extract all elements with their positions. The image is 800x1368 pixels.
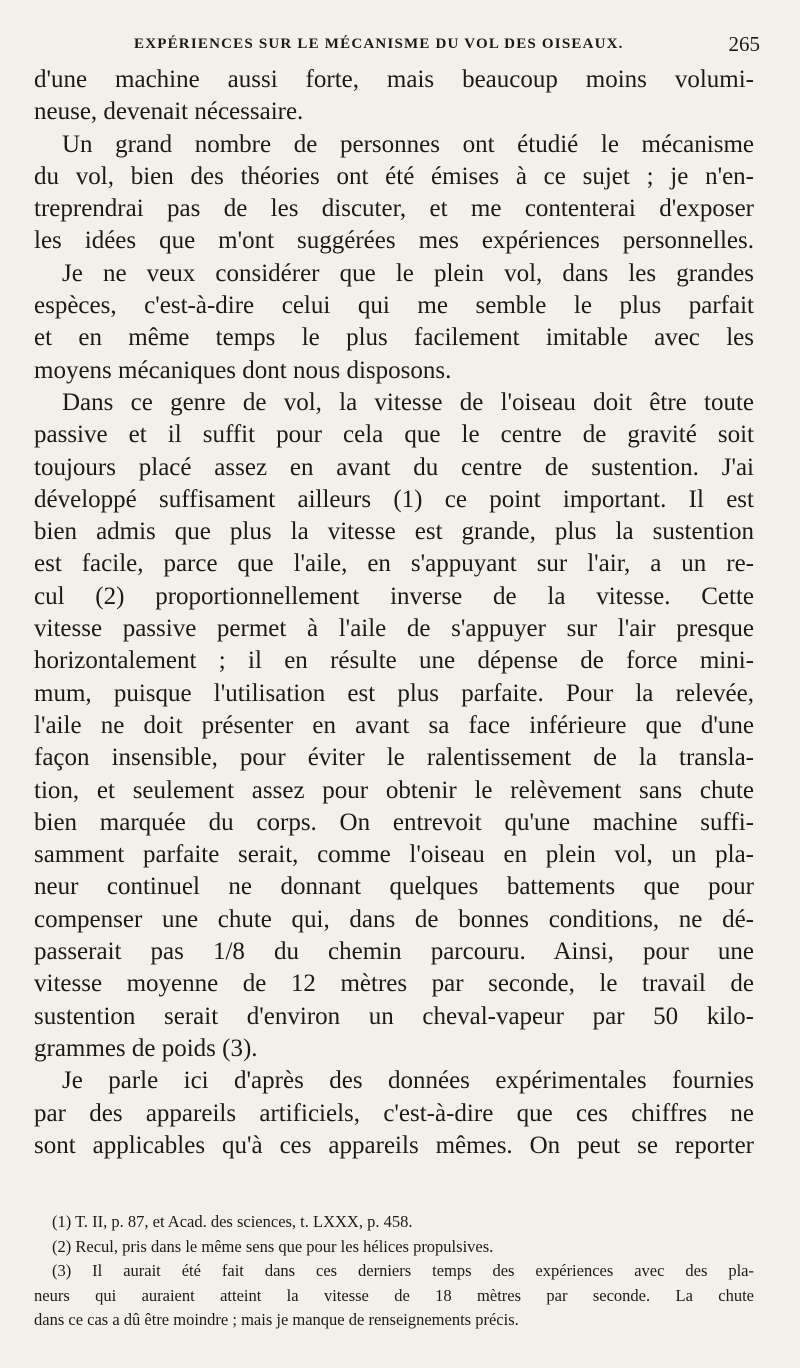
- footnote-line: neurs qui auraient atteint la vitesse de 18 mètres par seconde. La chute: [34, 1285, 754, 1305]
- text-line: l'aile ne doit présenter en avant sa face inférieure que d'une: [34, 711, 754, 739]
- text-line: tion, et seulement assez pour obtenir le relèvement sans chute: [34, 776, 754, 804]
- text-line: Dans ce genre de vol, la vitesse de l'oiseau doit être toute: [62, 388, 754, 416]
- text-line: passive et il suffit pour cela que le centre de gravité soit: [34, 421, 754, 449]
- text-line: du vol, bien des théories ont été émises à ce sujet ; je n'en-: [34, 162, 754, 190]
- text-line: bien admis que plus la vitesse est grande, plus la sustention: [34, 518, 754, 546]
- text-line: sustention serait d'environ un cheval-vapeur par 50 kilo-: [34, 1002, 754, 1030]
- text-line: façon insensible, pour éviter le ralentissement de la transla-: [34, 744, 754, 772]
- text-line: compenser une chute qui, dans de bonnes conditions, ne dé-: [34, 905, 754, 933]
- text-line: développé suffisament ailleurs (1) ce point important. Il est: [34, 485, 754, 513]
- text-line: d'une machine aussi forte, mais beaucoup moins volumi-: [34, 66, 754, 93]
- footnote-line: (2) Recul, pris dans le même sens que pour les hélices propulsives.: [52, 1236, 494, 1256]
- footnote-line: (1) T. II, p. 87, et Acad. des sciences, t. LXXX, p. 458.: [52, 1212, 413, 1231]
- text-line: horizontalement ; il en résulte une dépense de force mini-: [34, 647, 754, 675]
- text-line: neur continuel ne donnant quelques battements que pour: [34, 873, 754, 901]
- body-text: [34, 64, 754, 1162]
- text-line: Je ne veux considérer que le plein vol, dans les grandes: [62, 259, 754, 287]
- text-line: passerait pas 1/8 du chemin parcouru. Ainsi, pour une: [34, 938, 754, 966]
- text-line: par des appareils artificiels, c'est-à-dire que ces chiffres ne: [34, 1099, 754, 1127]
- text-line: mum, puisque l'utilisation est plus parfaite. Pour la relevée,: [34, 679, 754, 707]
- text-line: grammes de poids (3).: [34, 1034, 258, 1062]
- text-line: bien marquée du corps. On entrevoit qu'une machine suffi-: [34, 808, 754, 836]
- running-head: EXPÉRIENCES SUR LE MÉCANISME DU VOL DES OISEAUX.: [134, 36, 624, 52]
- text-line: vitesse passive permet à l'aile de s'appuyer sur l'air presque: [34, 615, 754, 643]
- text-line: samment parfaite serait, comme l'oiseau en plein vol, un pla-: [34, 841, 754, 869]
- text-line: moyens mécaniques dont nous disposons.: [34, 356, 452, 384]
- text-line: toujours placé assez en avant du centre de sustention. J'ai: [34, 453, 754, 481]
- footnotes: [34, 1210, 754, 1333]
- text-line: espèces, c'est-à-dire celui qui me semble le plus parfait: [34, 292, 754, 320]
- text-line: est facile, parce que l'aile, en s'appuyant sur l'air, a un re-: [34, 550, 754, 578]
- text-line: cul (2) proportionnellement inverse de la vitesse. Cette: [34, 582, 754, 610]
- page-number: 265: [728, 32, 760, 56]
- text-line: Je parle ici d'après des données expérimentales fournies: [62, 1067, 754, 1095]
- text-line: sont applicables qu'à ces appareils mêmes. On peut se reporter: [34, 1131, 754, 1159]
- footnote-line: dans ce cas a dû être moindre ; mais je manque de renseignements précis.: [34, 1310, 519, 1329]
- text-line: treprendrai pas de les discuter, et me contenterai d'exposer: [34, 195, 754, 223]
- page-header: [34, 32, 768, 62]
- text-line: vitesse moyenne de 12 mètres par seconde, le travail de: [34, 970, 754, 998]
- text-line: neuse, devenait nécessaire.: [34, 98, 304, 126]
- text-line: et en même temps le plus facilement imitable avec les: [34, 324, 754, 352]
- text-line: les idées que m'ont suggérées mes expériences personnelles.: [34, 227, 754, 255]
- footnote-line: (3) Il aurait été fait dans ces derniers temps des expériences avec des pla-: [52, 1261, 754, 1280]
- text-line: Un grand nombre de personnes ont étudié le mécanisme: [62, 130, 754, 158]
